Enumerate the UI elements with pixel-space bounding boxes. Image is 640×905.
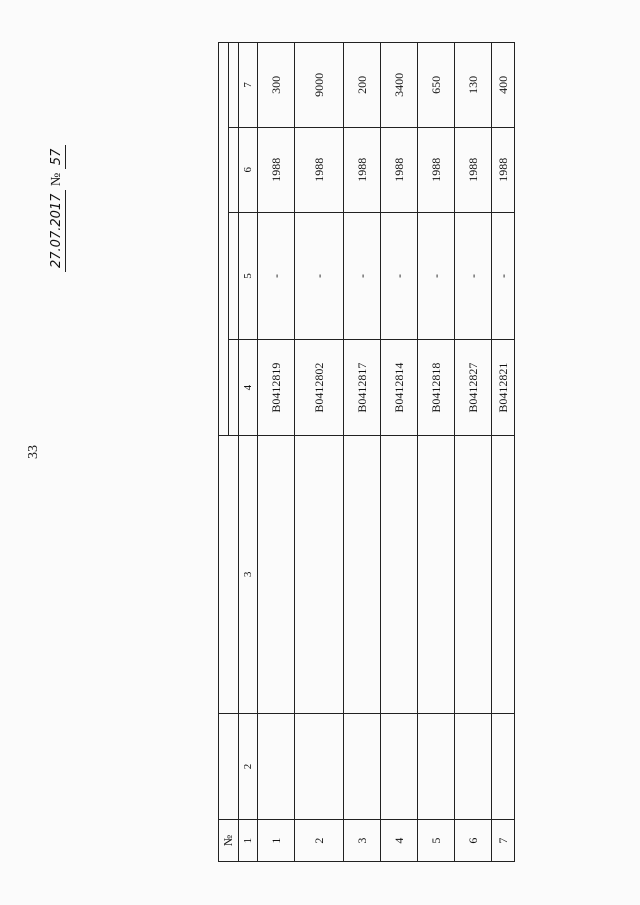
table-row — [295, 43, 344, 862]
table-row — [492, 43, 515, 862]
row-year: 1988 — [492, 127, 515, 212]
table-row — [344, 43, 381, 862]
row-registry-number: B0412827 — [455, 340, 492, 436]
header-number: № — [219, 820, 239, 862]
document-subtitle — [174, 42, 206, 862]
header-characteristics — [219, 43, 229, 436]
column-index: 1 — [239, 820, 258, 862]
row-name — [295, 713, 344, 819]
row-name — [492, 713, 515, 819]
handwritten-date: 27.07.2017 — [48, 190, 66, 272]
row-registry-number: B0412819 — [258, 340, 295, 436]
header-length — [229, 43, 239, 128]
row-location — [258, 435, 295, 713]
row-location — [344, 435, 381, 713]
row-length: 130 — [455, 43, 492, 128]
row-number: 3 — [344, 820, 381, 862]
row-length: 300 — [258, 43, 295, 128]
column-index: 7 — [239, 43, 258, 128]
page-number: 33 — [26, 445, 41, 459]
row-name — [455, 713, 492, 819]
row-year: 1988 — [418, 127, 455, 212]
row-registry-number: B0412818 — [418, 340, 455, 436]
header-name — [219, 713, 239, 819]
row-cadastral-number: - — [344, 212, 381, 340]
column-index: 4 — [239, 340, 258, 436]
column-index-row — [239, 43, 258, 862]
appendix-date-line — [48, 32, 66, 272]
row-registry-number: B0412814 — [381, 340, 418, 436]
column-index: 5 — [239, 212, 258, 340]
row-registry-number: B0412802 — [295, 340, 344, 436]
row-location — [455, 435, 492, 713]
row-registry-number: B0412817 — [344, 340, 381, 436]
row-number: 7 — [492, 820, 515, 862]
row-number: 6 — [455, 820, 492, 862]
row-number: 1 — [258, 820, 295, 862]
row-registry-number: B0412821 — [492, 340, 515, 436]
row-name — [418, 713, 455, 819]
number-prefix: № — [49, 172, 64, 187]
rotated-document — [20, 22, 620, 882]
header-location — [219, 435, 239, 713]
row-year: 1988 — [258, 127, 295, 212]
row-year: 1988 — [295, 127, 344, 212]
row-length: 9000 — [295, 43, 344, 128]
header-registry-number — [229, 340, 239, 436]
row-location — [295, 435, 344, 713]
table-row — [455, 43, 492, 862]
table-row — [258, 43, 295, 862]
row-cadastral-number: - — [418, 212, 455, 340]
table-row — [418, 43, 455, 862]
row-name — [258, 713, 295, 819]
row-year: 1988 — [344, 127, 381, 212]
row-length: 200 — [344, 43, 381, 128]
table-row — [381, 43, 418, 862]
row-length: 650 — [418, 43, 455, 128]
row-cadastral-number: - — [258, 212, 295, 340]
column-index: 6 — [239, 127, 258, 212]
property-table — [218, 42, 515, 862]
row-cadastral-number: - — [492, 212, 515, 340]
row-location — [418, 435, 455, 713]
row-cadastral-number: - — [295, 212, 344, 340]
column-index: 2 — [239, 713, 258, 819]
row-length: 3400 — [381, 43, 418, 128]
row-number: 4 — [381, 820, 418, 862]
header-year — [229, 127, 239, 212]
row-location — [492, 435, 515, 713]
row-location — [381, 435, 418, 713]
column-index: 3 — [239, 435, 258, 713]
appendix-block — [48, 32, 66, 272]
row-length: 400 — [492, 43, 515, 128]
row-number: 5 — [418, 820, 455, 862]
row-year: 1988 — [455, 127, 492, 212]
row-cadastral-number: - — [455, 212, 492, 340]
header-cadastral-number — [229, 212, 239, 340]
row-cadastral-number: - — [381, 212, 418, 340]
handwritten-number: 57 — [48, 145, 66, 170]
row-name — [381, 713, 418, 819]
row-year: 1988 — [381, 127, 418, 212]
row-number: 2 — [295, 820, 344, 862]
row-name — [344, 713, 381, 819]
